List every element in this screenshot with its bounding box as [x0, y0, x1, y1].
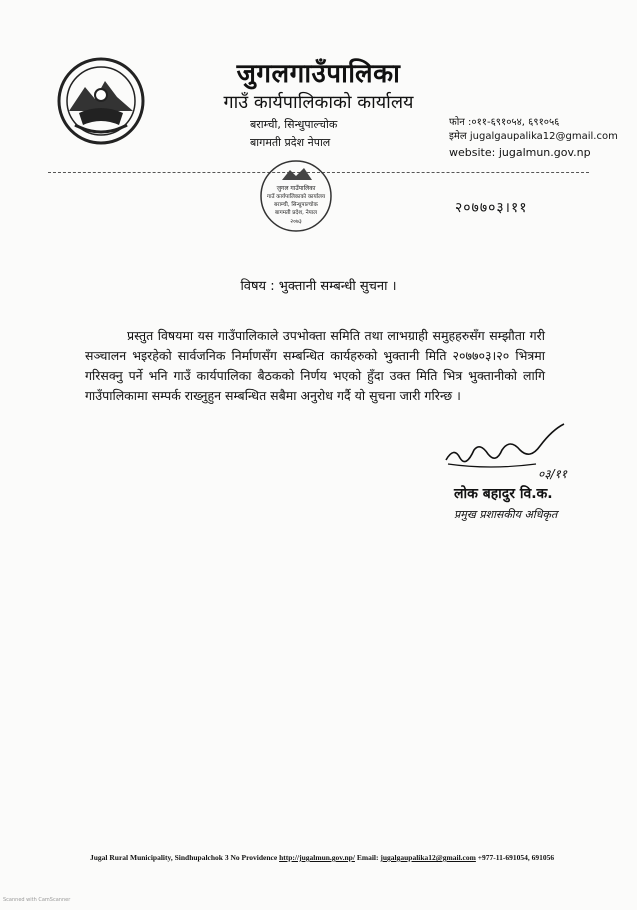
office-stamp-icon	[258, 158, 334, 234]
footer-prefix: Jugal Rural Municipality, Sindhupalchok 3 No Providence	[90, 853, 280, 862]
website-text: website: jugalmun.gov.np	[449, 146, 591, 159]
scanner-watermark: Scanned with CamScanner	[3, 897, 71, 903]
phone-text: फोन :०११-६९१०५४, ६९१०५६	[449, 117, 560, 128]
stamp-line-1: जुगल गाउँपालिका	[276, 185, 316, 192]
footer-email-label: Email:	[354, 853, 381, 862]
footer-contact	[90, 853, 554, 862]
municipality-title: जुगलगाउँपालिका	[236, 59, 401, 89]
footer-email: jugalgaupalika12@gmail.com	[380, 853, 476, 862]
footer-phones: +977-11-691054, 691056	[475, 853, 555, 862]
subject-line: विषय : भुक्तानी सम्बन्धी सुचना ।	[240, 279, 397, 294]
contact-block	[449, 116, 618, 160]
address-block	[250, 116, 337, 152]
letter-date: २०७७०३।११	[455, 200, 528, 216]
stamp-line-3: बराम्ची, सिन्धुपाल्चोक	[274, 202, 318, 208]
signer-name: लोक बहादुर वि.क.	[454, 486, 553, 502]
footer-url: http://jugalmun.gov.np/	[279, 853, 355, 862]
signature-date: ०३/११	[538, 467, 568, 480]
stamp-line-2: गाउँ कार्यपालिकाको कार्यालय	[266, 194, 326, 200]
stamp-line-5: २०७३	[290, 219, 302, 225]
address-line-2: बागमती प्रदेश नेपाल	[250, 136, 331, 149]
email-text: इमेल jugalgaupalika12@gmail.com	[449, 131, 618, 142]
handwritten-signature	[440, 420, 570, 480]
stamp-line-4: बागमती प्रदेश, नेपाल	[275, 210, 317, 216]
address-line-1: बराम्ची, सिन्धुपाल्चोक	[250, 118, 338, 131]
office-subtitle: गाउँ कार्यपालिकाको कार्यालय	[223, 92, 414, 113]
signer-title: प्रमुख प्रशासकीय अधिकृत	[454, 508, 558, 521]
notice-body: प्रस्तुत विषयमा यस गाउँपालिकाले उपभोक्ता समिति तथा लाभग्राही समुहहरुसँग सम्झौता गरी सञ्चालन भइरहेको सार्वजनिक निर्माणसँग सम्बन्धित कार्यहरुको भुक्तानी मिति २०७७०३।२० भित्रमा गरिसक्नु पर्ने भनि गाउँ कार्यपालिका बैठकको निर्णय भएको हुँदा उक्त मिति भित्र भुक्तानीको लागि गाउँपालिकामा सम्पर्क राख्नुहुन सम्बन्धित सबैमा अनुरोध गर्दै यो सुचना जारी गरिन्छ ।	[85, 328, 545, 403]
